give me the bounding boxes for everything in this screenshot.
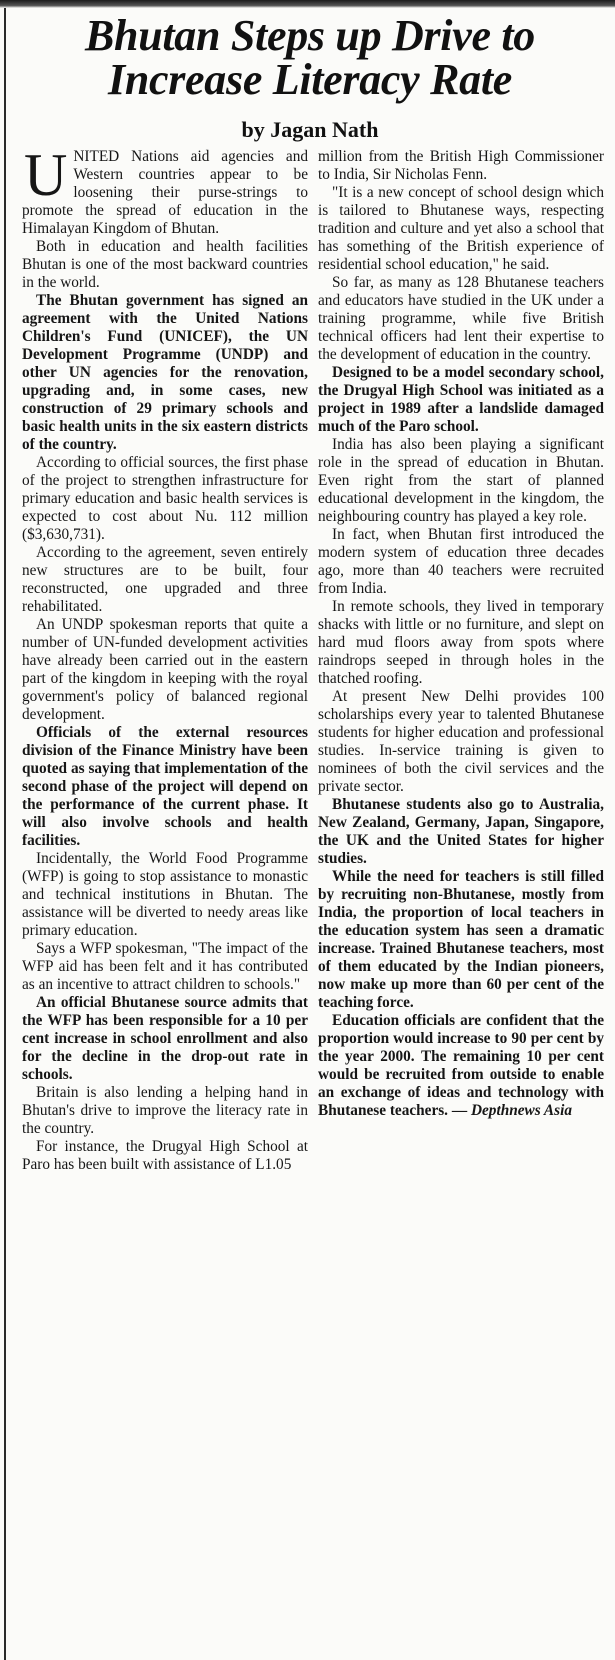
paragraph: According to the agreement, seven entirely new structures are to be built, four reconstructed, one upgraded and three rehabilitated. bbox=[22, 544, 308, 615]
left-column bbox=[22, 142, 308, 1174]
paragraph-text: NITED Nations aid agencies and Western countries appear to be loosening their purse-strings to promote the spread of education in the Himalayan Kingdom of Bhutan. bbox=[22, 148, 308, 237]
drop-cap: U bbox=[24, 142, 68, 208]
paragraph: Says a WFP spokesman, "The impact of the WFP aid has been felt and it has contributed as an incentive to attract children to schools." bbox=[22, 940, 308, 993]
source-credit: Depthnews Asia bbox=[470, 1102, 572, 1119]
paragraph: In remote schools, they lived in temporary shacks with little or no furniture, and slept on hard mud floors away from spots where raindrops seeped in through holes in the thatched roofing. bbox=[318, 598, 604, 687]
right-column bbox=[318, 148, 604, 1120]
byline: by Jagan Nath bbox=[241, 117, 379, 142]
paragraph: Incidentally, the World Food Programme (WFP) is going to stop assistance to monastic and technical institutions in Bhutan. The assistance will be diverted to needy areas like primary education. bbox=[22, 850, 308, 939]
paragraph bbox=[318, 1012, 604, 1120]
paragraph: India has also been playing a significant role in the spread of education in Bhutan. Even right from the start of planned educational development in the kingdom, the neighbouring country has played a key role. bbox=[318, 436, 604, 525]
paragraph-text: Education officials are confident that the proportion would increase to 90 per cent by the year 2000. The remaining 10 per cent would be recruited from outside to enable an exchange of ideas and technology with Bhutanese teachers. — bbox=[318, 1012, 604, 1119]
paragraph: So far, as many as 128 Bhutanese teachers and educators have studied in the UK under a training programme, while five British technical officers had lent their expertise to the development of education in the country. bbox=[318, 274, 604, 363]
paragraph: million from the British High Commissioner to India, Sir Nicholas Fenn. bbox=[318, 148, 604, 183]
paragraph: The Bhutan government has signed an agreement with the United Nations Children's Fund (UNICEF), the UN Development Programme (UNDP) and other UN agencies for the renovation, upgrading and, in some cases, new construction of 29 primary schools and basic health units in the six eastern districts of the country. bbox=[22, 292, 308, 453]
paragraph: An official Bhutanese source admits that the WFP has been responsible for a 10 per cent increase in school enrollment and also for the decline in the drop-out rate in schools. bbox=[22, 994, 308, 1083]
paragraph: Britain is also lending a helping hand in Bhutan's drive to improve the literacy rate in the country. bbox=[22, 1084, 308, 1137]
paragraph: In fact, when Bhutan first introduced the modern system of education three decades ago, more than 40 teachers were recruited from India. bbox=[318, 526, 604, 597]
paragraph bbox=[22, 142, 308, 238]
paragraph: Designed to be a model secondary school, the Drugyal High School was initiated as a project in 1989 after a landslide damaged much of the Paro school. bbox=[318, 364, 604, 435]
paragraph: "It is a new concept of school design which is tailored to Bhutanese ways, respecting tradition and culture and yet also a school that has something of the British experience of residential school education," he said. bbox=[318, 184, 604, 273]
top-rule bbox=[0, 0, 615, 8]
headline-line-2: Increase Literacy Rate bbox=[108, 55, 512, 104]
paragraph: For instance, the Drugyal High School at Paro has been built with assistance of L1.05 bbox=[22, 1138, 308, 1173]
headline bbox=[10, 11, 610, 104]
paragraph: Both in education and health facilities Bhutan is one of the most backward countries in the world. bbox=[22, 238, 308, 291]
left-column-rule bbox=[4, 8, 6, 1660]
headline-line-1: Bhutan Steps up Drive to bbox=[84, 11, 535, 60]
paragraph: Officials of the external resources division of the Finance Ministry have been quoted as saying that implementation of the second phase of the project will depend on the performance of the current phase. It will also involve schools and health facilities. bbox=[22, 724, 308, 849]
paragraph: Bhutanese students also go to Australia, New Zealand, Germany, Japan, Singapore, the UK and the United States for higher studies. bbox=[318, 796, 604, 867]
paragraph: According to official sources, the first phase of the project to strengthen infrastructure for primary education and basic health services is expected to cost about Nu. 112 million ($3,630,731). bbox=[22, 454, 308, 543]
paragraph: While the need for teachers is still filled by recruiting non-Bhutanese, mostly from India, the proportion of local teachers in the education system has seen a dramatic increase. Trained Bhutanese teachers, most of them educated by the Indian pioneers, now make up more than 60 per cent of the teaching force. bbox=[318, 868, 604, 1011]
paragraph: At present New Delhi provides 100 scholarships every year to talented Bhutanese students for higher education and professional studies. In-service training is given to nominees of both the civil services and the private sector. bbox=[318, 688, 604, 795]
paragraph: An UNDP spokesman reports that quite a number of UN-funded development activities have already been carried out in the eastern part of the kingdom in keeping with the royal government's policy of balanced regional development. bbox=[22, 616, 308, 723]
